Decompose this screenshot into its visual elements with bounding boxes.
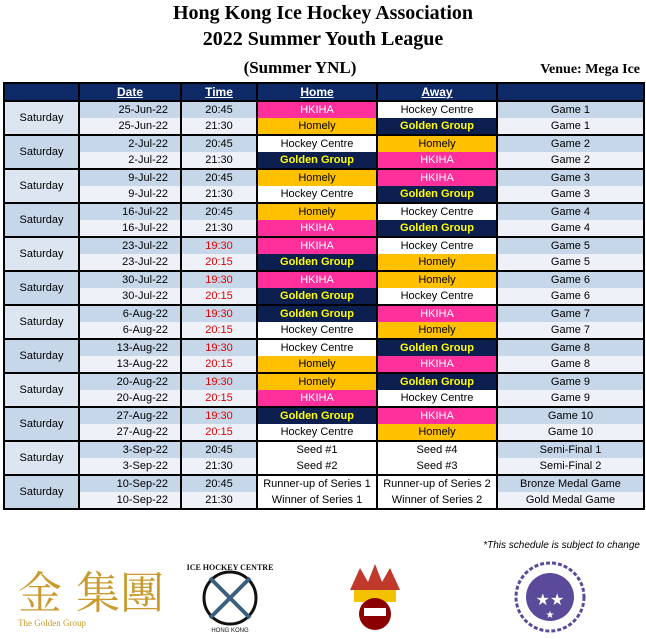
home-team-cell: Golden Group <box>257 152 377 169</box>
time-cell: 21:30 <box>181 118 257 135</box>
away-team-cell: HKIHA <box>377 305 497 322</box>
away-team-cell: Homely <box>377 424 497 441</box>
day-cell: Saturday <box>4 169 79 203</box>
schedule-row <box>4 373 644 390</box>
date-cell: 27-Aug-22 <box>79 407 181 424</box>
date-cell: 6-Aug-22 <box>79 322 181 339</box>
day-cell: Saturday <box>4 135 79 169</box>
time-cell: 21:30 <box>181 152 257 169</box>
day-cell: Saturday <box>4 271 79 305</box>
day-cell: Saturday <box>4 407 79 441</box>
away-team-cell: Homely <box>377 322 497 339</box>
hkiha-logo-text: H.K.I.H.A. <box>536 578 564 584</box>
svg-text:★★: ★★ <box>535 590 565 609</box>
away-team-cell: Hockey Centre <box>377 237 497 254</box>
away-team-cell: Homely <box>377 271 497 288</box>
away-team-cell: Seed #3 <box>377 458 497 475</box>
time-cell: 19:30 <box>181 237 257 254</box>
home-team-cell: Hockey Centre <box>257 339 377 356</box>
away-team-cell: HKIHA <box>377 169 497 186</box>
time-cell: 21:30 <box>181 492 257 509</box>
home-team-cell: Homely <box>257 169 377 186</box>
date-cell: 9-Jul-22 <box>79 169 181 186</box>
time-cell: 19:30 <box>181 305 257 322</box>
time-cell: 20:15 <box>181 322 257 339</box>
schedule-row <box>4 186 644 203</box>
date-cell: 30-Jul-22 <box>79 271 181 288</box>
date-cell: 20-Aug-22 <box>79 390 181 407</box>
home-team-cell: Golden Group <box>257 407 377 424</box>
time-cell: 21:30 <box>181 458 257 475</box>
home-team-cell: HKIHA <box>257 390 377 407</box>
schedule-row <box>4 407 644 424</box>
time-cell: 20:45 <box>181 203 257 220</box>
league-title: 2022 Summer Youth League <box>202 28 444 50</box>
schedule-row <box>4 169 644 186</box>
game-cell: Game 6 <box>497 288 644 305</box>
game-cell: Game 3 <box>497 186 644 203</box>
home-team-cell: Homely <box>257 203 377 220</box>
game-cell: Game 9 <box>497 390 644 407</box>
date-cell: 27-Aug-22 <box>79 424 181 441</box>
time-cell: 20:45 <box>181 169 257 186</box>
table-header-row <box>4 83 644 101</box>
date-cell: 3-Sep-22 <box>79 458 181 475</box>
day-cell: Saturday <box>4 441 79 475</box>
away-team-cell: Hockey Centre <box>377 203 497 220</box>
away-team-cell: HKIHA <box>377 152 497 169</box>
home-team-cell: Hockey Centre <box>257 322 377 339</box>
time-cell: 20:45 <box>181 475 257 492</box>
game-cell: Game 8 <box>497 356 644 373</box>
time-cell: 19:30 <box>181 271 257 288</box>
game-cell: Game 1 <box>497 101 644 118</box>
away-team-cell: HKIHA <box>377 407 497 424</box>
away-team-cell: Golden Group <box>377 186 497 203</box>
schedule-row <box>4 492 644 509</box>
game-cell: Game 4 <box>497 203 644 220</box>
schedule-row <box>4 305 644 322</box>
game-cell: Game 4 <box>497 220 644 237</box>
home-team-cell: Seed #2 <box>257 458 377 475</box>
game-cell: Game 1 <box>497 118 644 135</box>
time-cell: 20:15 <box>181 288 257 305</box>
date-cell: 25-Jun-22 <box>79 118 181 135</box>
home-team-cell: Golden Group <box>257 305 377 322</box>
away-team-cell: Hockey Centre <box>377 101 497 118</box>
home-column-header: Home <box>257 83 377 101</box>
golden-group-logo <box>14 560 164 630</box>
ice-hockey-centre-logo-sub: HONG KONG <box>211 628 249 634</box>
time-cell: 19:30 <box>181 339 257 356</box>
date-cell: 9-Jul-22 <box>79 186 181 203</box>
game-cell: Gold Medal Game <box>497 492 644 509</box>
away-team-cell: Golden Group <box>377 339 497 356</box>
date-cell: 6-Aug-22 <box>79 305 181 322</box>
game-cell: Game 3 <box>497 169 644 186</box>
hkiha-logo <box>510 560 590 634</box>
schedule-row <box>4 356 644 373</box>
game-cell: Game 2 <box>497 135 644 152</box>
home-team-cell: Golden Group <box>257 254 377 271</box>
away-team-cell: Hockey Centre <box>377 390 497 407</box>
home-team-cell: Seed #1 <box>257 441 377 458</box>
schedule-row <box>4 390 644 407</box>
day-cell: Saturday <box>4 373 79 407</box>
game-cell: Game 7 <box>497 305 644 322</box>
away-team-cell: Golden Group <box>377 118 497 135</box>
home-team-cell: Runner-up of Series 1 <box>257 475 377 492</box>
away-team-cell: HKIHA <box>377 356 497 373</box>
date-cell: 13-Aug-22 <box>79 356 181 373</box>
home-team-cell: HKIHA <box>257 237 377 254</box>
away-team-cell: Golden Group <box>377 373 497 390</box>
home-team-cell: Hockey Centre <box>257 135 377 152</box>
home-team-cell: Hockey Centre <box>257 186 377 203</box>
date-cell: 2-Jul-22 <box>79 152 181 169</box>
homely-team-logo <box>340 560 410 634</box>
time-cell: 20:15 <box>181 254 257 271</box>
home-team-cell: HKIHA <box>257 271 377 288</box>
game-cell: Game 6 <box>497 271 644 288</box>
time-column-header: Time <box>181 83 257 101</box>
home-team-cell: Golden Group <box>257 288 377 305</box>
day-cell: Saturday <box>4 475 79 509</box>
game-cell: Game 5 <box>497 237 644 254</box>
date-cell: 10-Sep-22 <box>79 475 181 492</box>
date-cell: 3-Sep-22 <box>79 441 181 458</box>
time-cell: 20:15 <box>181 390 257 407</box>
schedule-table <box>3 82 645 510</box>
away-team-cell: Hockey Centre <box>377 288 497 305</box>
date-cell: 20-Aug-22 <box>79 373 181 390</box>
date-cell: 16-Jul-22 <box>79 203 181 220</box>
schedule-row <box>4 203 644 220</box>
date-cell: 25-Jun-22 <box>79 101 181 118</box>
game-cell: Game 5 <box>497 254 644 271</box>
schedule-row <box>4 237 644 254</box>
schedule-row <box>4 271 644 288</box>
home-team-cell: HKIHA <box>257 220 377 237</box>
home-team-cell: HKIHA <box>257 101 377 118</box>
day-column-header <box>4 83 79 101</box>
time-cell: 21:30 <box>181 220 257 237</box>
schedule-row <box>4 152 644 169</box>
away-team-cell: Golden Group <box>377 220 497 237</box>
game-cell: Game 7 <box>497 322 644 339</box>
game-cell: Game 10 <box>497 424 644 441</box>
away-team-cell: Homely <box>377 135 497 152</box>
home-team-cell: Homely <box>257 118 377 135</box>
ice-hockey-centre-logo-text: ICE HOCKEY CENTRE <box>186 563 274 572</box>
date-column-header: Date <box>79 83 181 101</box>
association-title: Hong Kong Ice Hockey Association <box>172 2 473 24</box>
away-team-cell: Homely <box>377 254 497 271</box>
date-cell: 10-Sep-22 <box>79 492 181 509</box>
game-cell: Semi-Final 1 <box>497 441 644 458</box>
game-cell: Game 8 <box>497 339 644 356</box>
date-cell: 2-Jul-22 <box>79 135 181 152</box>
game-cell: Game 10 <box>497 407 644 424</box>
away-column-header: Away <box>377 83 497 101</box>
home-team-cell: Homely <box>257 373 377 390</box>
date-cell: 13-Aug-22 <box>79 339 181 356</box>
away-team-cell: Winner of Series 2 <box>377 492 497 509</box>
ice-hockey-centre-logo <box>180 560 280 634</box>
date-cell: 23-Jul-22 <box>79 254 181 271</box>
schedule-row <box>4 424 644 441</box>
date-cell: 30-Jul-22 <box>79 288 181 305</box>
time-cell: 19:30 <box>181 407 257 424</box>
time-cell: 20:45 <box>181 101 257 118</box>
away-team-cell: Runner-up of Series 2 <box>377 475 497 492</box>
schedule-row <box>4 288 644 305</box>
schedule-row <box>4 135 644 152</box>
venue-label: Venue: Mega Ice <box>540 62 640 77</box>
game-cell: Bronze Medal Game <box>497 475 644 492</box>
time-cell: 21:30 <box>181 186 257 203</box>
schedule-row <box>4 339 644 356</box>
svg-text:★: ★ <box>545 610 555 621</box>
day-cell: Saturday <box>4 305 79 339</box>
schedule-row <box>4 101 644 118</box>
day-cell: Saturday <box>4 237 79 271</box>
schedule-row <box>4 322 644 339</box>
home-team-cell: Hockey Centre <box>257 424 377 441</box>
date-cell: 16-Jul-22 <box>79 220 181 237</box>
game-cell: Game 9 <box>497 373 644 390</box>
day-cell: Saturday <box>4 339 79 373</box>
game-column-header <box>497 83 644 101</box>
time-cell: 20:15 <box>181 356 257 373</box>
golden-group-logo-text: The Golden Group <box>18 618 86 628</box>
schedule-row <box>4 254 644 271</box>
golden-group-logo-mark: 金 集團 <box>18 568 164 619</box>
game-cell: Semi-Final 2 <box>497 458 644 475</box>
league-subtitle: (Summer YNL) <box>243 58 357 77</box>
time-cell: 20:45 <box>181 441 257 458</box>
day-cell: Saturday <box>4 203 79 237</box>
game-cell: Game 2 <box>497 152 644 169</box>
schedule-row <box>4 458 644 475</box>
home-team-cell: Winner of Series 1 <box>257 492 377 509</box>
schedule-row <box>4 220 644 237</box>
day-cell: Saturday <box>4 101 79 135</box>
schedule-row <box>4 441 644 458</box>
away-team-cell: Seed #4 <box>377 441 497 458</box>
home-team-cell: Homely <box>257 356 377 373</box>
schedule-row <box>4 475 644 492</box>
time-cell: 20:15 <box>181 424 257 441</box>
time-cell: 19:30 <box>181 373 257 390</box>
schedule-row <box>4 118 644 135</box>
schedule-note: *This schedule is subject to change <box>483 540 640 551</box>
date-cell: 23-Jul-22 <box>79 237 181 254</box>
time-cell: 20:45 <box>181 135 257 152</box>
